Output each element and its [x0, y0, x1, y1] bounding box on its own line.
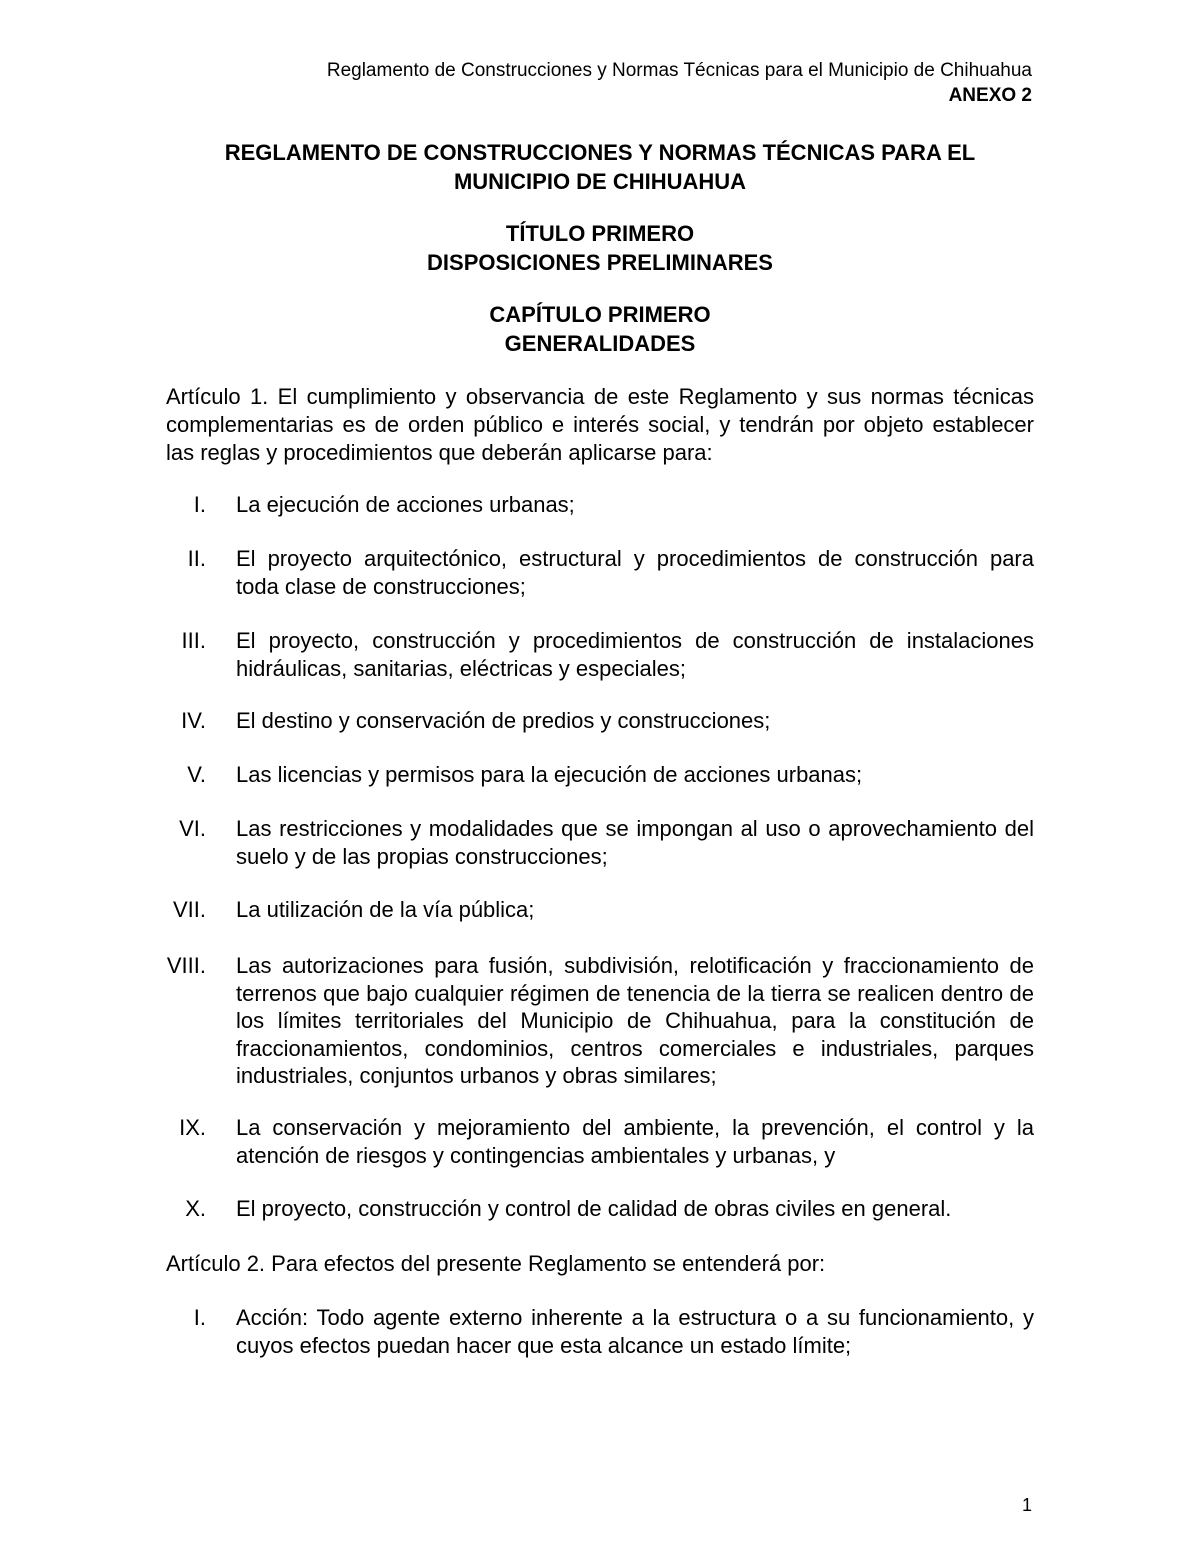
- list-item-number: VIII.: [166, 953, 206, 978]
- title-heading: [166, 219, 1034, 277]
- list-item: [166, 952, 1034, 1090]
- document-title-line-1: REGLAMENTO DE CONSTRUCCIONES Y NORMAS TÉCNICAS PARA EL: [224, 140, 976, 165]
- list-item-number: III.: [181, 628, 206, 653]
- list-item-text: La utilización de la vía pública;: [236, 897, 535, 922]
- document-title-line-2: MUNICIPIO DE CHIHUAHUA: [453, 169, 747, 194]
- page-number: 1: [1021, 1495, 1032, 1515]
- list-item-text: Las autorizaciones para fusión, subdivisión, relotificación y fraccionamiento de terrenos que bajo cualquier régimen de tenencia de la tierra se realicen dentro de los límites territoriales del Municipio de Chihuahua, para la constitución de fraccionamientos, condominios, centros comerciales e industriales, parques industriales, conjuntos urbanos y obras similares;: [236, 953, 1034, 1088]
- list-item: [166, 1304, 1034, 1359]
- document-title: [166, 138, 1034, 196]
- list-item-number: V.: [187, 762, 206, 787]
- list-item-text: El proyecto, construcción y procedimientos de construcción de instalaciones hidráulicas, sanitarias, eléctricas y especiales;: [236, 628, 1034, 681]
- article-1-text: Artículo 1. El cumplimiento y observancia de este Reglamento y sus normas técnicas complementarias es de orden público e interés social, y tendrán por objeto establecer las reglas y procedimientos que deberán aplicarse para:: [166, 384, 1034, 465]
- list-item: [166, 896, 1034, 924]
- list-item: [166, 491, 1034, 519]
- list-item-number: I.: [193, 492, 206, 517]
- list-item: [166, 815, 1034, 870]
- list-item-text: El destino y conservación de predios y construcciones;: [236, 708, 771, 733]
- header-annex: ANEXO 2: [948, 85, 1032, 106]
- list-item-text: Las licencias y permisos para la ejecución de acciones urbanas;: [236, 762, 863, 787]
- capitulo-name: GENERALIDADES: [504, 331, 696, 356]
- list-item-number: II.: [187, 546, 206, 571]
- capitulo-label: CAPÍTULO PRIMERO: [489, 302, 711, 327]
- list-item-number: I.: [193, 1305, 206, 1330]
- list-item-number: IV.: [181, 708, 206, 733]
- list-item: [166, 761, 1034, 789]
- list-item: [166, 707, 1034, 735]
- chapter-heading: [166, 300, 1034, 358]
- list-item-text: El proyecto arquitectónico, estructural y procedimientos de construcción para toda clase de construcciones;: [236, 546, 1034, 599]
- list-item-number: VI.: [179, 816, 206, 841]
- list-item-number: IX.: [179, 1115, 206, 1140]
- list-item-number: X.: [185, 1196, 206, 1221]
- titulo-name: DISPOSICIONES PRELIMINARES: [427, 250, 773, 275]
- list-item-text: El proyecto, construcción y control de calidad de obras civiles en general.: [236, 1196, 952, 1221]
- list-item-text: La conservación y mejoramiento del ambiente, la prevención, el control y la atención de riesgos y contingencias ambientales y urbanas, y: [236, 1115, 1034, 1168]
- list-item-text: Las restricciones y modalidades que se impongan al uso o aprovechamiento del suelo y de las propias construcciones;: [236, 816, 1034, 869]
- titulo-label: TÍTULO PRIMERO: [505, 221, 695, 246]
- running-header: [327, 58, 1032, 108]
- list-item-text: Acción: Todo agente externo inherente a la estructura o a su funcionamiento, y cuyos efectos puedan hacer que esta alcance un estado límite;: [236, 1305, 1034, 1358]
- list-item: [166, 1195, 1034, 1223]
- header-title: Reglamento de Construcciones y Normas Técnicas para el Municipio de Chihuahua: [326, 60, 1032, 81]
- list-item: [166, 1114, 1034, 1169]
- article-2-text: Artículo 2. Para efectos del presente Reglamento se entenderá por:: [166, 1251, 826, 1276]
- list-item-text: La ejecución de acciones urbanas;: [236, 492, 575, 517]
- list-item: [166, 627, 1034, 682]
- list-item: [166, 545, 1034, 600]
- list-item-number: VII.: [172, 897, 206, 922]
